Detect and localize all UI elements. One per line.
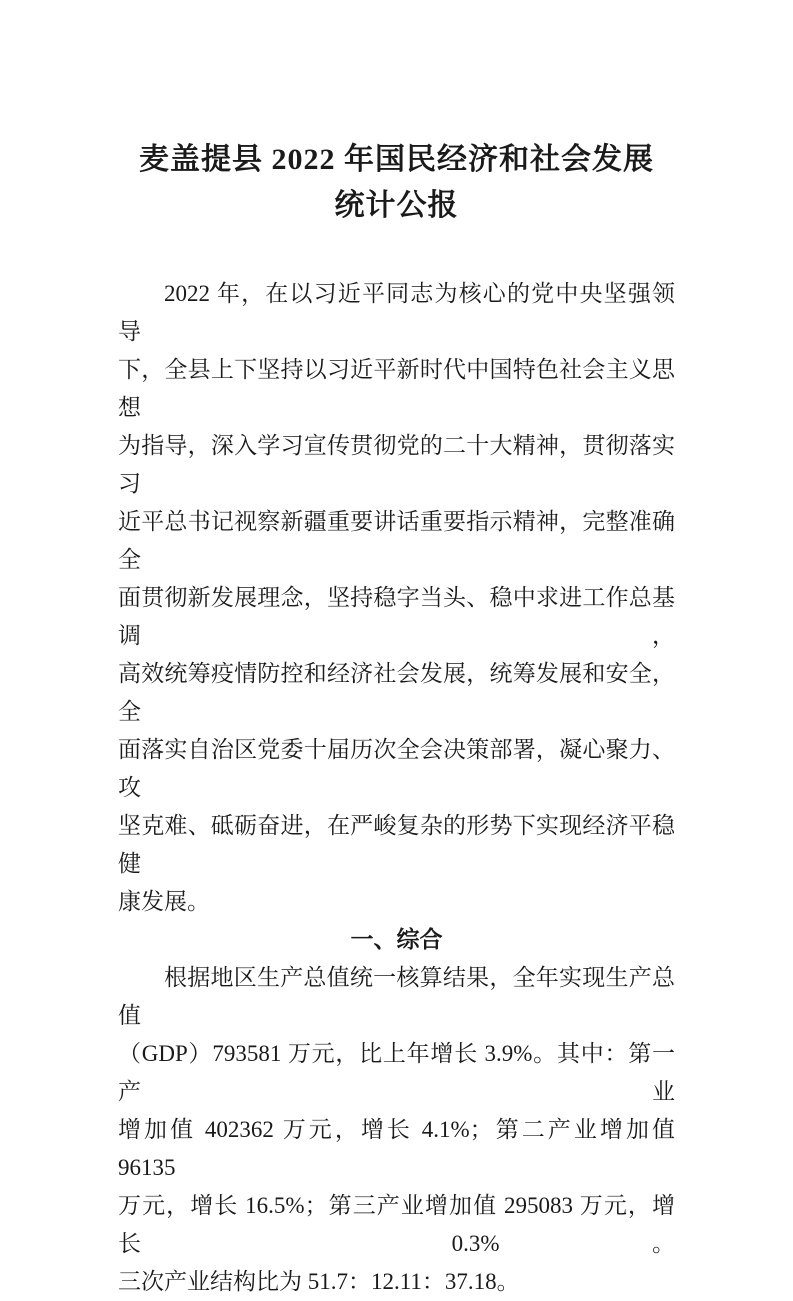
document-title-line-2: 统计公报 — [334, 189, 459, 222]
paragraph-line: 康发展。 — [118, 889, 210, 914]
paragraph-line: 根据地区生产总值统一核算结果，全年实现生产总值 — [118, 965, 675, 1028]
paragraph-line: 2022 年，在以习近平同志为核心的党中央坚强领导 — [118, 281, 675, 344]
paragraph-line: 下，全县上下坚持以习近平新时代中国特色社会主义思想 — [118, 357, 675, 420]
section1-paragraph — [118, 959, 675, 1301]
paragraph-line: 为指导，深入学习宣传贯彻党的二十大精神，贯彻落实习 — [118, 433, 675, 496]
paragraph-line: 增加值 402362 万元，增长 4.1%；第二产业增加值 96135 — [118, 1117, 675, 1180]
paragraph-line: （GDP）793581 万元，比上年增长 3.9%。其中：第一产业 — [118, 1041, 675, 1104]
paragraph-line: 万元，增长 16.5%；第三产业增加值 295083 万元，增长 0.3%。 — [118, 1193, 675, 1256]
document-content — [118, 137, 675, 1301]
section-heading-comprehensive: 一、综合 — [350, 927, 443, 952]
document-title-line-1: 麦盖提县 2022 年国民经济和社会发展 — [139, 143, 654, 176]
paragraph-line: 高效统筹疫情防控和经济社会发展，统筹发展和安全，全 — [118, 661, 675, 724]
paragraph-line: 近平总书记视察新疆重要讲话重要指示精神，完整准确全 — [118, 509, 675, 572]
document-body — [118, 275, 675, 1301]
intro-paragraph — [118, 275, 675, 921]
paragraph-line: 三次产业结构比为 51.7：12.11：37.18。 — [118, 1269, 520, 1294]
paragraph-line: 坚克难、砥砺奋进，在严峻复杂的形势下实现经济平稳健 — [118, 813, 675, 876]
paragraph-line: 面落实自治区党委十届历次全会决策部署，凝心聚力、攻 — [118, 737, 675, 800]
document-title — [118, 137, 675, 229]
paragraph-line: 面贯彻新发展理念，坚持稳字当头、稳中求进工作总基调， — [118, 585, 675, 648]
